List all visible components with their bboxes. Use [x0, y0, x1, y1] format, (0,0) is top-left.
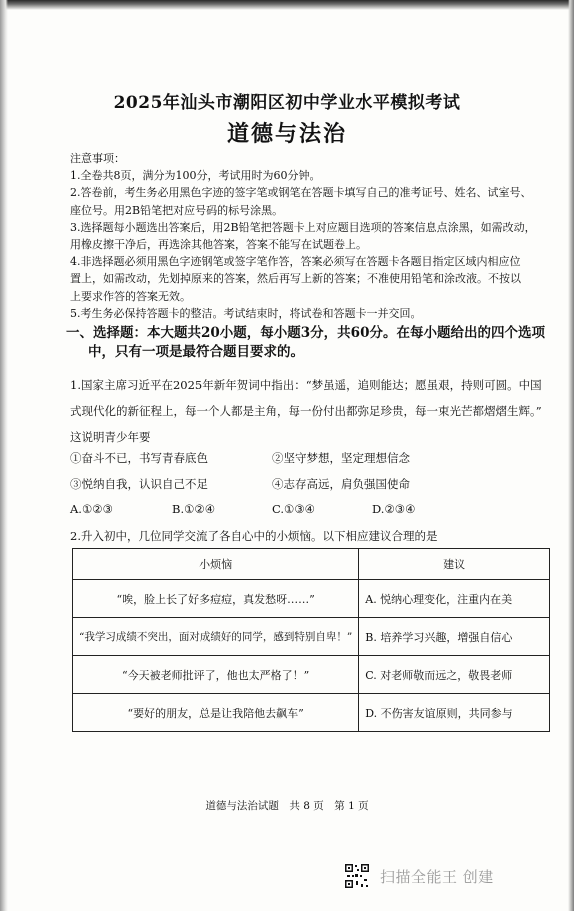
table-header-advice: 建议 [359, 549, 550, 580]
q1-option-b: B.①②④ [172, 502, 216, 516]
notice-line: 上要求作答的答案无效。 [70, 289, 191, 303]
table-row [73, 618, 550, 656]
notice-line: 2.答卷前，考生务必用黑色字迹的签字笔或钢笔在答题卡填写自己的准考证号、姓名、试室号、 [70, 186, 532, 200]
q1-statement: ③悦纳自我，认识自己不足 [70, 477, 208, 491]
table-row [73, 580, 550, 618]
q1-line: 式现代化的新征程上，每一个人都是主角，每一份付出都弥足珍贵，每一束光芒都熠熠生辉。” [70, 404, 542, 418]
advice-cell: B. 培养学习兴趣，增强自信心 [359, 618, 550, 656]
notice-line: 座位号。用2B铅笔把对应号码的标号涂黑。 [70, 203, 284, 217]
page-footer: 道德与法治试题 共 8 页 第 1 页 [205, 800, 369, 812]
table-row [73, 656, 550, 694]
q1-line: 1.国家主席习近平在2025年新年贺词中指出：“梦虽遥，追则能达；愿虽艰，持则可圆。中国 [70, 378, 542, 392]
notice-heading: 注意事项： [70, 152, 125, 165]
trouble-cell: “我学习成绩不突出，面对成绩好的同学，感到特别自卑！” [73, 618, 359, 656]
scan-edge-top [0, 0, 574, 10]
q1-option-a: A.①②③ [70, 502, 113, 516]
trouble-cell: “唉，脸上长了好多痘痘，真发愁呀……” [73, 580, 359, 618]
scanner-watermark: 扫描全能王 创建 [380, 868, 494, 886]
notice-line: 1.全卷共8页，满分为100分，考试用时为60分钟。 [70, 169, 321, 183]
q2-table [72, 548, 550, 732]
advice-cell: D. 不伤害友谊原则，共同参与 [359, 694, 550, 732]
table-header-trouble: 小烦恼 [73, 549, 359, 580]
subject-title: 道德与法治 [226, 121, 347, 147]
notice-line: 用橡皮擦干净后，再选涂其他答案，答案不能写在试题卷上。 [70, 238, 367, 252]
exam-title: 2025年汕头市潮阳区初中学业水平模拟考试 [113, 93, 461, 113]
trouble-cell: “今天被老师批评了，他也太严格了！” [73, 656, 359, 694]
q1-option-d: D.②③④ [372, 502, 416, 516]
trouble-cell: “要好的朋友，总是让我陪他去飙车” [73, 694, 359, 732]
section-heading [66, 324, 556, 362]
notice-line: 4.非选择题必须用黑色字迹钢笔或签字笔作答，答案必须写在答题卡各题目指定区域内相应位 [70, 255, 521, 269]
question-2-stem: 2.升入初中，几位同学交流了各自心中的小烦恼。以下相应建议合理的是 [70, 529, 438, 543]
q1-line: 这说明青少年要 [70, 430, 151, 444]
advice-cell: A. 悦纳心理变化，注重内在美 [359, 580, 550, 618]
q1-statement: ④志存高远，肩负强国使命 [272, 477, 410, 491]
notice-block [70, 150, 550, 322]
question-1-stem [70, 372, 556, 450]
notice-line: 5.考生务必保持答题卡的整洁。考试结束时，将试卷和答题卡一并交回。 [70, 306, 422, 320]
q1-option-c: C.①③④ [272, 502, 315, 516]
q1-statement: ②坚守梦想，坚定理想信念 [272, 451, 410, 465]
advice-cell: C. 对老师敬而远之，敬畏老师 [359, 656, 550, 694]
notice-line: 3.选择题每小题选出答案后，用2B铅笔把答题卡上对应题目选项的答案信息点涂黑，如需改动， [70, 220, 536, 234]
qr-code-icon [344, 863, 370, 889]
section-line: 一、选择题：本大题共20小题，每小题3分，共60分。在每小题给出的四个选项 [66, 325, 545, 341]
section-line: 中，只有一项是最符合题目要求的。 [88, 344, 304, 360]
notice-line: 置上，如需改动，先划掉原来的答案，然后再写上新的答案；不准使用铅笔和涂改液。不按以 [70, 272, 521, 286]
q1-statement: ①奋斗不已，书写青春底色 [70, 451, 208, 465]
table-row [73, 694, 550, 732]
